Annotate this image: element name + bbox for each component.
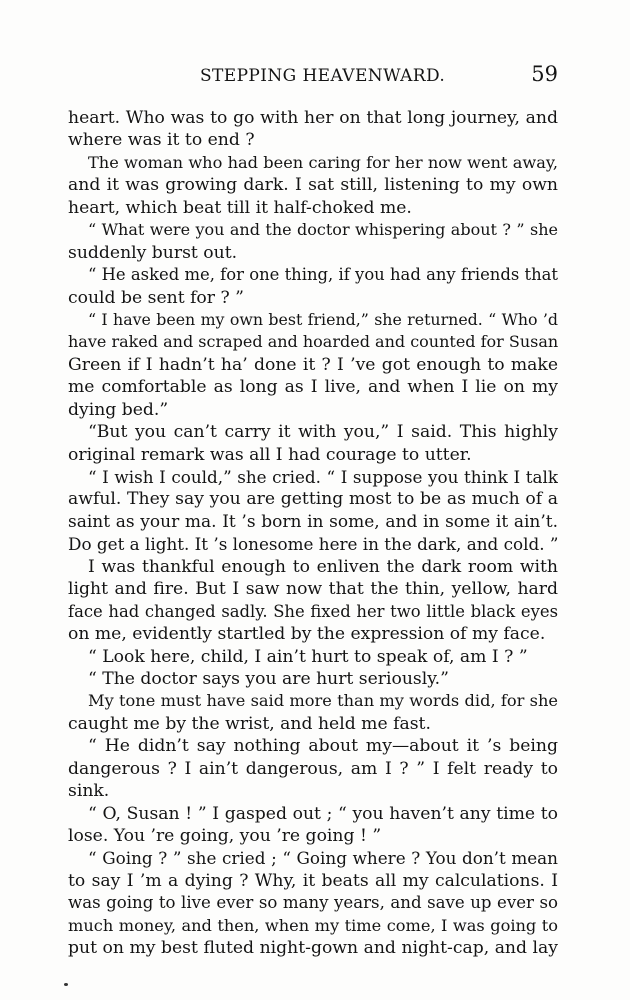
- text-line: much money, and then, when my time come, I was going to: [68, 915, 558, 935]
- text-line: “ O, Susan ! ” I gasped out ; “ you haven’t any time to: [88, 803, 558, 824]
- text-line: “ He asked me, for one thing, if you had any friends that: [88, 265, 558, 285]
- text-line: heart. Who was to go with her on that long journey, and: [68, 108, 558, 128]
- text-line: saint as your ma. It ’s born in some, and in some it ain’t.: [68, 511, 558, 532]
- page-number: 59: [531, 62, 558, 86]
- body-text: [68, 107, 558, 960]
- text-line: could be sent for ? ”: [68, 287, 244, 308]
- text-line: light and fire. But I saw now that the thin, yellow, hard: [68, 579, 558, 600]
- text-line: “ I wish I could,” she cried. “ I suppose you think I talk: [88, 467, 558, 487]
- text-line: The woman who had been caring for her now went away,: [88, 152, 558, 172]
- text-line: to say I ’m a dying ? Why, it beats all my calculations. I: [68, 870, 558, 891]
- text-line: My tone must have said more than my words did, for she: [88, 691, 558, 711]
- text-line: awful. They say you are getting most to be as much of a: [68, 489, 558, 510]
- running-title: STEPPING HEAVENWARD.: [200, 66, 446, 86]
- text-line: Green if I hadn’t ha’ done it ? I ’ve got enough to make: [68, 354, 558, 375]
- text-line: Do get a light. It ’s lonesome here in the dark, and cold. ”: [68, 534, 558, 555]
- text-line: “ The doctor says you are hurt seriously.”: [88, 668, 449, 689]
- text-line: face had changed sadly. She fixed her two little black eyes: [68, 601, 558, 621]
- text-line: put on my best fluted night-gown and night-cap, and lay: [68, 938, 558, 959]
- text-line: and it was growing dark. I sat still, listening to my own: [68, 175, 558, 196]
- ink-speck: [64, 983, 68, 986]
- text-line: “ Going ? ” she cried ; “ Going where ? You don’t mean: [88, 848, 558, 869]
- text-line: dying bed.”: [68, 399, 169, 420]
- text-line: I was thankful enough to enliven the dark room with: [88, 556, 558, 577]
- text-line: sink.: [68, 781, 110, 802]
- text-line: dangerous ? I ain’t dangerous, am I ? ” I felt ready to: [68, 758, 558, 779]
- text-line: “ Look here, child, I ain’t hurt to speak of, am I ? ”: [88, 646, 528, 667]
- text-line: was going to live ever so many years, and save up ever so: [68, 893, 558, 913]
- text-line: original remark was all I had courage to utter.: [68, 444, 472, 465]
- text-line: “ He didn’t say nothing about my—about it ’s being: [88, 736, 558, 757]
- text-line: where was it to end ?: [68, 130, 255, 151]
- text-line: “But you can’t carry it with you,” I said. This highly: [88, 422, 558, 443]
- text-line: caught me by the wrist, and held me fast.: [68, 713, 431, 734]
- text-line: “ I have been my own best friend,” she returned. “ Who ’d: [88, 309, 558, 329]
- text-line: on me, evidently startled by the expression of my face.: [68, 624, 546, 645]
- text-line: me comfortable as long as I live, and when I lie on my: [68, 377, 558, 398]
- text-line: suddenly burst out.: [68, 242, 238, 263]
- text-line: heart, which beat till it half-choked me.: [68, 197, 412, 218]
- running-head: [88, 60, 558, 90]
- text-line: lose. You ’re going, you ’re going ! ”: [68, 826, 382, 846]
- text-line: have raked and scraped and hoarded and counted for Susan: [68, 332, 558, 352]
- text-line: “ What were you and the doctor whispering about ? ” she: [88, 220, 558, 240]
